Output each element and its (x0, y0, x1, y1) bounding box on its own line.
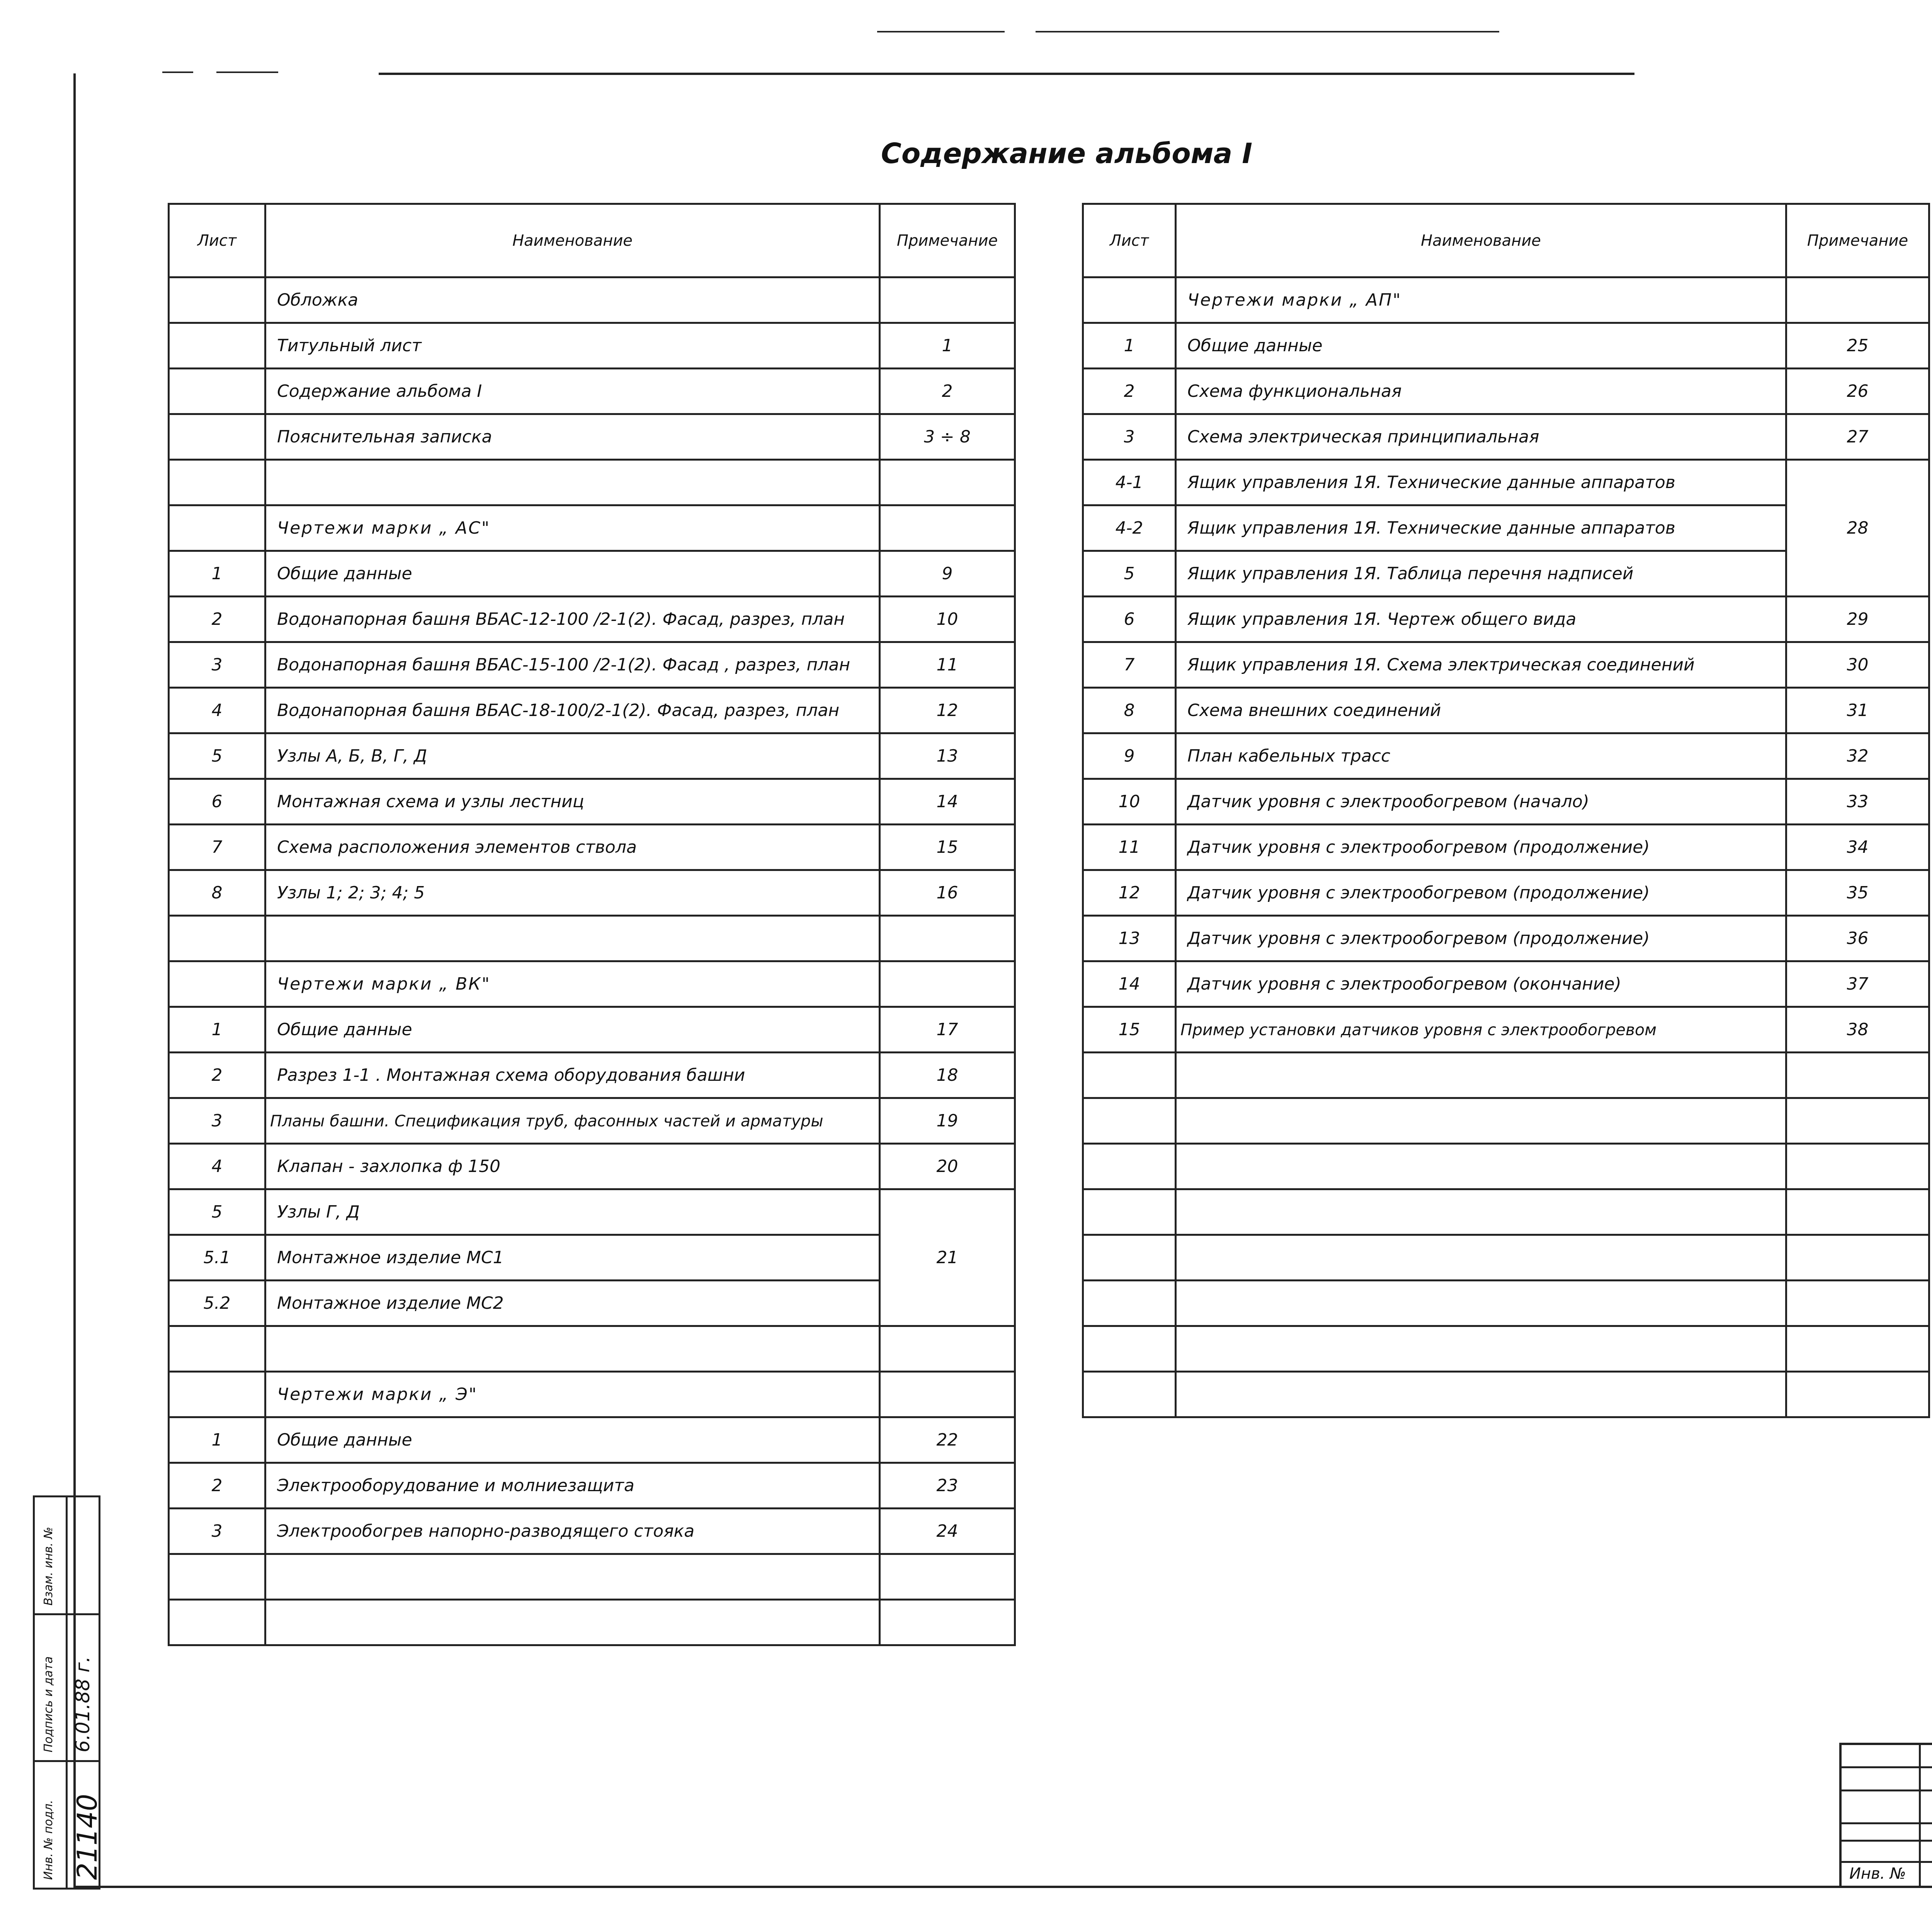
cell-sheet: 15 (1083, 1007, 1176, 1053)
cell-sheet: 11 (1083, 825, 1176, 870)
cell-sheet (169, 916, 265, 961)
cell-sheet: 1 (169, 1007, 265, 1053)
cell-note: 27 (1786, 414, 1929, 460)
cell-note: 23 (880, 1463, 1015, 1509)
section-title: Чертежи марки „ АС" (265, 505, 880, 551)
cell-note: 24 (880, 1509, 1015, 1554)
cell-sheet: 1 (1083, 323, 1176, 369)
cell-sheet: 2 (1083, 369, 1176, 414)
table-row (1083, 688, 1929, 733)
cell-name: Монтажная схема и узлы лестниц (265, 779, 880, 825)
section-row (169, 505, 1015, 551)
table-row (169, 1144, 1015, 1189)
cell-sheet (169, 1326, 265, 1372)
table-row (1083, 1281, 1929, 1326)
cell-name: Монтажное изделие МС1 (265, 1235, 880, 1281)
table-row (1083, 1053, 1929, 1098)
cell-name: Пример установки датчиков уровня с электрообогревом (1176, 1007, 1786, 1053)
table-row (169, 460, 1015, 505)
table-row (1083, 916, 1929, 961)
cell-name: Схема расположения элементов ствола (265, 825, 880, 870)
cell-name: Монтажное изделие МС2 (265, 1281, 880, 1326)
cell-sheet (169, 369, 265, 414)
cell-sheet: 4-1 (1083, 460, 1176, 505)
cell-sheet: 14 (1083, 961, 1176, 1007)
cell-sheet: 8 (169, 870, 265, 916)
cell-note (880, 916, 1015, 961)
cell-name: Электрооборудование и молниезащита (265, 1463, 880, 1509)
cell-sheet: 3 (1083, 414, 1176, 460)
edge-mark (877, 31, 1005, 32)
cell-name: Общие данные (265, 1007, 880, 1053)
inv-number-value: 21140 (71, 1794, 103, 1880)
cell-note: 31 (1786, 688, 1929, 733)
cell-note: 3 ÷ 8 (880, 414, 1015, 460)
cell-note: 35 (1786, 870, 1929, 916)
column-header-sheet: Лист (1083, 204, 1176, 277)
cell-sheet: 6 (1083, 597, 1176, 642)
cell-name: Клапан - захлопка ф 150 (265, 1144, 880, 1189)
section-title: Чертежи марки „ АП" (1176, 277, 1786, 323)
cell-name: Датчик уровня с электрообогревом (продолжение) (1176, 916, 1786, 961)
table-row (169, 1600, 1015, 1645)
cell-name: Схема функциональная (1176, 369, 1786, 414)
table-row (1083, 733, 1929, 779)
cell-name: Пояснительная записка (265, 414, 880, 460)
section-row (1083, 277, 1929, 323)
cell-sheet: 13 (1083, 916, 1176, 961)
cell-note: 9 (880, 551, 1015, 597)
table-row (1083, 1372, 1929, 1417)
cell-name: Узлы Г, Д (265, 1189, 880, 1235)
contents-table-right (1082, 203, 1930, 1418)
cell-name: Общие данные (1176, 323, 1786, 369)
cell-name: Схема электрическая принципиальная (1176, 414, 1786, 460)
cell-name (265, 1554, 880, 1600)
cell-sheet (169, 277, 265, 323)
table-row (169, 870, 1015, 916)
inv-label: Инв. № (1849, 1865, 1906, 1883)
cell-name: Обложка (265, 277, 880, 323)
cell-name: Общие данные (265, 1417, 880, 1463)
table-row (1083, 1326, 1929, 1372)
cell-note: 14 (880, 779, 1015, 825)
cell-sheet: 4 (169, 1144, 265, 1189)
column-header-note: Примечание (1786, 204, 1929, 277)
cell-sheet: 3 (169, 1098, 265, 1144)
edge-mark (216, 71, 278, 73)
cell-sheet: 2 (169, 597, 265, 642)
table-row (169, 1417, 1015, 1463)
cell-sheet: 2 (169, 1463, 265, 1509)
cell-name: Датчик уровня с электрообогревом (продолжение) (1176, 870, 1786, 916)
cell-note: 21 (880, 1189, 1015, 1326)
table-header-row (1083, 204, 1929, 277)
cell-name: Узлы А, Б, В, Г, Д (265, 733, 880, 779)
table-row (1083, 825, 1929, 870)
cell-name: Датчик уровня с электрообогревом (продолжение) (1176, 825, 1786, 870)
cell-note: 19 (880, 1098, 1015, 1144)
table-row (169, 369, 1015, 414)
table-row (169, 779, 1015, 825)
cell-sheet: 5 (1083, 551, 1176, 597)
table-row (169, 825, 1015, 870)
cell-note: 10 (880, 597, 1015, 642)
cell-note: 34 (1786, 825, 1929, 870)
table-row (1083, 369, 1929, 414)
table-row (1083, 642, 1929, 688)
cell-note: 37 (1786, 961, 1929, 1007)
table-row (1083, 597, 1929, 642)
cell-name (265, 916, 880, 961)
table-row (1083, 323, 1929, 369)
cell-note: 18 (880, 1053, 1015, 1098)
cell-name: Водонапорная башня ВБАС-15-100 /2-1(2). Фасад , разрез, план (265, 642, 880, 688)
cell-note (880, 1326, 1015, 1372)
table-row (169, 597, 1015, 642)
cell-note: 22 (880, 1417, 1015, 1463)
cell-sheet: 5.1 (169, 1235, 265, 1281)
cell-name: Ящик управления 1Я. Чертеж общего вида (1176, 597, 1786, 642)
table-row (169, 323, 1015, 369)
table-row (169, 414, 1015, 460)
table-row (1083, 1235, 1929, 1281)
cell-sheet: 1 (169, 1417, 265, 1463)
section-title: Чертежи марки „ ВК" (265, 961, 880, 1007)
table-row (169, 1554, 1015, 1600)
section-row (169, 1372, 1015, 1417)
cell-sheet: 5 (169, 733, 265, 779)
cell-note: 20 (880, 1144, 1015, 1189)
table-row (169, 1007, 1015, 1053)
table-row (1083, 779, 1929, 825)
cell-sheet: 8 (1083, 688, 1176, 733)
cell-note: 38 (1786, 1007, 1929, 1053)
cell-sheet: 9 (1083, 733, 1176, 779)
table-row (169, 688, 1015, 733)
column-header-note: Примечание (880, 204, 1015, 277)
cell-sheet: 4 (169, 688, 265, 733)
table-row (1083, 414, 1929, 460)
cell-note: 28 (1786, 460, 1929, 597)
table-row (169, 277, 1015, 323)
cell-name: Разрез 1-1 . Монтажная схема оборудования башни (265, 1053, 880, 1098)
cell-sheet: 1 (169, 551, 265, 597)
cell-sheet: 2 (169, 1053, 265, 1098)
cell-name: Общие данные (265, 551, 880, 597)
cell-note: 2 (880, 369, 1015, 414)
cell-note (880, 1554, 1015, 1600)
cell-name (265, 1600, 880, 1645)
side-stamp (33, 1495, 103, 1890)
cell-note: 26 (1786, 369, 1929, 414)
cell-note: 1 (880, 323, 1015, 369)
cell-note: 12 (880, 688, 1015, 733)
table-row (169, 642, 1015, 688)
cell-sheet: 6 (169, 779, 265, 825)
cell-sheet: 5.2 (169, 1281, 265, 1326)
cell-sheet: 10 (1083, 779, 1176, 825)
table-row (1083, 1007, 1929, 1053)
table-row (169, 1098, 1015, 1144)
cell-note: 36 (1786, 916, 1929, 961)
cell-name: Схема внешних соединений (1176, 688, 1786, 733)
cell-note: 32 (1786, 733, 1929, 779)
table-row (1083, 1144, 1929, 1189)
edge-mark (1036, 31, 1499, 32)
cell-note (880, 277, 1015, 323)
cell-name: Узлы 1; 2; 3; 4; 5 (265, 870, 880, 916)
table-row (169, 916, 1015, 961)
section-title: Чертежи марки „ Э" (265, 1372, 880, 1417)
cell-note: 30 (1786, 642, 1929, 688)
cell-name: Датчик уровня с электрообогревом (окончание) (1176, 961, 1786, 1007)
cell-sheet: 7 (1083, 642, 1176, 688)
cell-sheet (169, 414, 265, 460)
cell-name: Датчик уровня с электрообогревом (начало) (1176, 779, 1786, 825)
sign-date-label: Подпись и дата (42, 1656, 55, 1752)
cell-name: Ящик управления 1Я. Технические данные аппаратов (1176, 460, 1786, 505)
cell-sheet (169, 323, 265, 369)
cell-sheet: 3 (169, 642, 265, 688)
table-row (169, 1326, 1015, 1372)
replace-inv-label: Взам. инв. № (42, 1527, 55, 1606)
cell-sheet (169, 1554, 265, 1600)
cell-sheet (169, 1600, 265, 1645)
cell-sheet: 12 (1083, 870, 1176, 916)
cell-name: Планы башни. Спецификация труб, фасонных частей и арматуры (265, 1098, 880, 1144)
cell-name: Ящик управления 1Я. Таблица перечня надписей (1176, 551, 1786, 597)
table-row (169, 733, 1015, 779)
table-row (169, 551, 1015, 597)
column-header-name: Наименование (265, 204, 880, 277)
cell-name: Титульный лист (265, 323, 880, 369)
cell-sheet: 3 (169, 1509, 265, 1554)
page-title: Содержание альбома I (881, 137, 1253, 170)
table-row (169, 1509, 1015, 1554)
sign-date-value: 6.01.88 г. (71, 1656, 94, 1752)
cell-note: 11 (880, 642, 1015, 688)
table-row (1083, 961, 1929, 1007)
cell-name: Ящик управления 1Я. Технические данные аппаратов (1176, 505, 1786, 551)
cell-note (880, 1600, 1015, 1645)
cell-note: 16 (880, 870, 1015, 916)
cell-sheet: 5 (169, 1189, 265, 1235)
table-header-row (169, 204, 1015, 277)
table-row (1083, 460, 1929, 505)
cell-note (880, 460, 1015, 505)
cell-name: Водонапорная башня ВБАС-12-100 /2-1(2). Фасад, разрез, план (265, 597, 880, 642)
cell-note: 15 (880, 825, 1015, 870)
table-row (1083, 1189, 1929, 1235)
cell-name: Содержание альбома I (265, 369, 880, 414)
cell-name: Ящик управления 1Я. Схема электрическая соединений (1176, 642, 1786, 688)
cell-note: 33 (1786, 779, 1929, 825)
cell-sheet (169, 460, 265, 505)
column-header-sheet: Лист (169, 204, 265, 277)
table-row (1083, 870, 1929, 916)
cell-note: 29 (1786, 597, 1929, 642)
section-row (169, 961, 1015, 1007)
cell-name (265, 460, 880, 505)
table-row (1083, 1098, 1929, 1144)
table-row (169, 1463, 1015, 1509)
cell-sheet: 4-2 (1083, 505, 1176, 551)
cell-sheet: 7 (169, 825, 265, 870)
cell-note: 13 (880, 733, 1015, 779)
contents-table-left (168, 203, 1016, 1646)
inv-number-label: Инв. № подл. (42, 1800, 55, 1880)
column-header-name: Наименование (1176, 204, 1786, 277)
cell-name: Электрообогрев напорно-разводящего стояка (265, 1509, 880, 1554)
cell-name (265, 1326, 880, 1372)
cell-note: 25 (1786, 323, 1929, 369)
title-block (1839, 1743, 1932, 1888)
cell-note: 17 (880, 1007, 1015, 1053)
table-row (169, 1189, 1015, 1235)
edge-mark (162, 71, 193, 73)
table-row (169, 1053, 1015, 1098)
cell-name: План кабельных трасс (1176, 733, 1786, 779)
cell-name: Водонапорная башня ВБАС-18-100/2-1(2). Фасад, разрез, план (265, 688, 880, 733)
